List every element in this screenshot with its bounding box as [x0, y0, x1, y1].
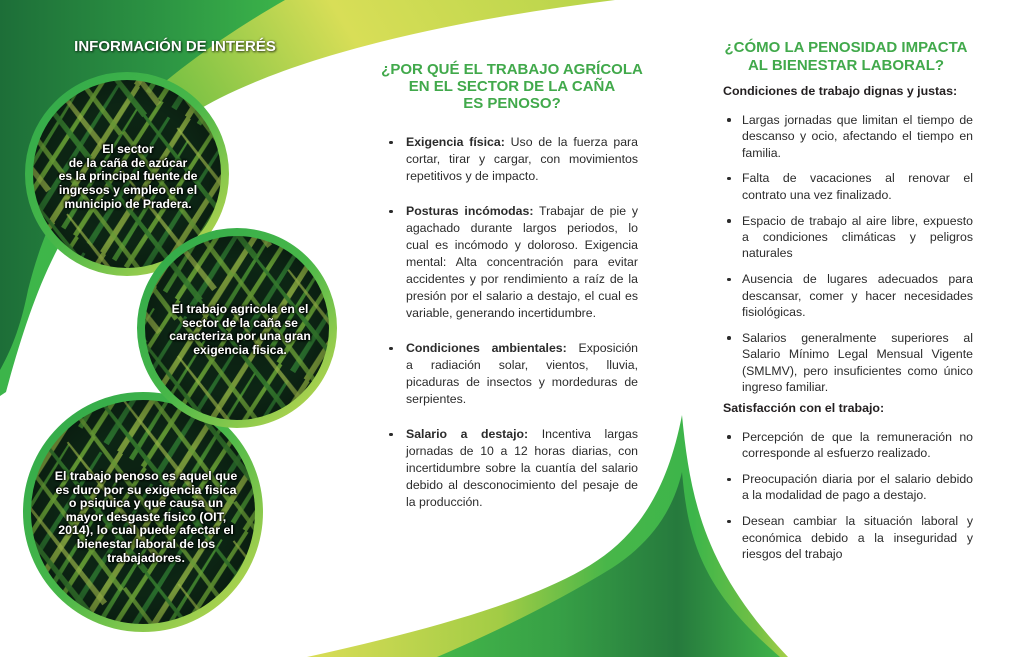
list-item	[727, 112, 973, 161]
list-item-exigencia-fisica	[388, 134, 638, 185]
title-line: EN EL SECTOR DE LA CAÑA	[408, 77, 616, 95]
item-text-line: Preocupación diaria por el salario debido	[742, 472, 973, 486]
item-text-line: mental: Alta concentración para evitar	[406, 254, 638, 269]
item-text-line: repetitivos y de impacto.	[406, 168, 539, 183]
item-text-line: (SMLMV), pero insuficientes como único	[742, 363, 973, 378]
title-line: ES PENOSO?	[463, 94, 561, 112]
bullet-icon	[727, 435, 731, 439]
list-item	[727, 213, 973, 262]
item-text-line: Salario Mínimo Legal Mensual Vigente	[742, 347, 973, 362]
item-text-line: a la modalidad de pago a destajo.	[742, 488, 927, 503]
satisfaccion-bullet-list	[727, 429, 973, 572]
item-label: Condiciones ambientales:	[406, 340, 567, 355]
bullet-icon	[727, 219, 731, 223]
circle-text-line: de la caña de azúcar	[68, 155, 188, 170]
item-text-line: jornadas de 10 a 12 horas diarias, con	[406, 443, 638, 458]
item-text-line: Ausencia de lugares adecuados para	[742, 272, 973, 287]
item-text-line: serpientes.	[406, 391, 467, 406]
item-text-line: cortar, tirar y cargar, con movimientos	[406, 151, 638, 166]
bullet-icon	[727, 478, 731, 482]
circle-text-line: bienestar laboral de los	[76, 536, 216, 551]
item-text-line: a condiciones climáticas y peligros	[742, 230, 973, 245]
list-item-salario-a-destajo	[388, 426, 638, 511]
bullet-icon	[727, 177, 731, 181]
list-item	[727, 429, 973, 462]
circle-text-line: es duro por su exigencia fisica	[55, 482, 237, 497]
circle-text-line: El sector	[102, 142, 154, 156]
item-text-line: Largas jornadas que limitan el tiempo de	[742, 112, 973, 127]
item-text-line: contrato una vez finalizado.	[742, 187, 892, 202]
circle-text-line: El trabajo penoso es aquel que	[54, 469, 238, 483]
bullet-icon	[727, 278, 731, 282]
item-text-line: Incentiva largas	[541, 426, 638, 441]
info-heading: INFORMACIÓN DE INTERÉS	[74, 38, 276, 55]
circle-3-text	[36, 470, 256, 565]
bullet-icon	[389, 141, 393, 145]
middle-bullet-list	[388, 134, 638, 529]
item-text-line: descansar, comer y hacer necesidades	[742, 288, 973, 303]
list-item	[727, 330, 973, 396]
list-item	[727, 471, 973, 504]
circle-2-text	[150, 303, 330, 358]
item-text-line: presión por el salario a destajo, el cual es	[406, 288, 638, 303]
list-item-condiciones-ambientales	[388, 340, 638, 408]
condiciones-bullet-list	[727, 112, 973, 405]
circle-text-line: caracteriza por una gran	[169, 329, 311, 344]
item-text-line: accidentes y por rendimiento a raíz de la	[406, 271, 638, 286]
item-text-line: naturales	[742, 246, 793, 261]
list-item	[727, 170, 973, 203]
item-text-line: cual es incómodo y doloroso. Exigencia	[406, 237, 638, 252]
section-heading-satisfaccion: Satisfacción con el trabajo:	[723, 401, 885, 415]
section-heading-condiciones: Condiciones de trabajo dignas y justas:	[723, 84, 958, 98]
item-label: Exigencia física:	[406, 134, 505, 149]
item-text-line: Espacio de trabajo al aire libre, expuesto	[742, 213, 973, 228]
title-line: AL BIENESTAR LABORAL?	[747, 57, 945, 74]
circle-text-line: 2014), lo cual puede afectar el	[58, 523, 234, 538]
circle-text-line: sector de la caña se	[182, 315, 298, 330]
item-text-line: ingreso familiar.	[742, 380, 829, 395]
list-item	[727, 513, 973, 562]
circle-text-line: El trabajo agricola en el	[171, 302, 309, 316]
item-text-line: a radiación solar, vientos, lluvia,	[406, 357, 638, 372]
item-text-line: picaduras de insectos y mordeduras de	[406, 374, 638, 389]
circle-text-line: trabajadores.	[107, 550, 185, 565]
item-text-line: Desean cambiar la situación laboral y	[742, 514, 973, 529]
bullet-icon	[389, 210, 393, 214]
bullet-icon	[727, 118, 731, 122]
item-text-line: Uso de la fuerza para	[510, 134, 638, 149]
item-text-line: económica debido a la inseguridad y	[742, 530, 973, 545]
circle-text-line: municipio de Pradera.	[64, 196, 192, 211]
item-text-line: riesgos del trabajo	[742, 547, 843, 562]
circle-1-text	[38, 143, 218, 211]
item-text-line: familia.	[742, 145, 781, 160]
item-text-line: incertidumbre sobre la cuantía del salario	[406, 460, 638, 475]
bullet-icon	[389, 433, 393, 437]
item-text-line: variable, generando incertidumbre.	[406, 305, 597, 320]
item-text-line: descanso y ocio, afectando el tiempo en	[742, 129, 973, 144]
circle-text-line: o psiquica y que causa un	[68, 496, 224, 511]
item-text-line: agachado durante largos periodos, lo	[406, 220, 638, 235]
circle-text-line: exigencia fisica.	[193, 343, 287, 358]
title-line: ¿CÓMO LA PENOSIDAD IMPACTA	[724, 39, 968, 56]
circle-text-line: es la principal fuente de	[58, 169, 198, 184]
right-title	[696, 39, 996, 75]
item-text-line: Exposición	[578, 340, 638, 355]
item-text-line: Trabajar de pie y	[539, 203, 639, 218]
title-line: ¿POR QUÉ EL TRABAJO AGRÍCOLA	[381, 60, 643, 78]
item-label: Posturas incómodas:	[406, 203, 534, 218]
bullet-icon	[727, 336, 731, 340]
list-item-posturas-incomodas	[388, 203, 638, 322]
item-text-line: Falta de vacaciones al renovar el	[742, 171, 973, 186]
bullet-icon	[389, 347, 393, 351]
item-text-line: debido al desconocimiento del pesaje de	[406, 477, 638, 492]
item-text-line: la producción.	[406, 494, 483, 509]
list-item	[727, 271, 973, 320]
item-text-line: corresponde al esfuerzo realizado.	[742, 446, 931, 461]
item-text-line: Percepción de que la remuneración no	[742, 429, 973, 444]
circle-text-line: mayor desgaste fisico (OIT,	[65, 509, 227, 524]
middle-title	[362, 61, 662, 112]
circle-text-line: ingresos y empleo en el	[58, 183, 198, 198]
item-text-line: Salarios generalmente superiores al	[742, 330, 973, 345]
item-label: Salario a destajo:	[406, 426, 529, 441]
bullet-icon	[727, 520, 731, 524]
item-text-line: fisiológicas.	[742, 305, 806, 320]
